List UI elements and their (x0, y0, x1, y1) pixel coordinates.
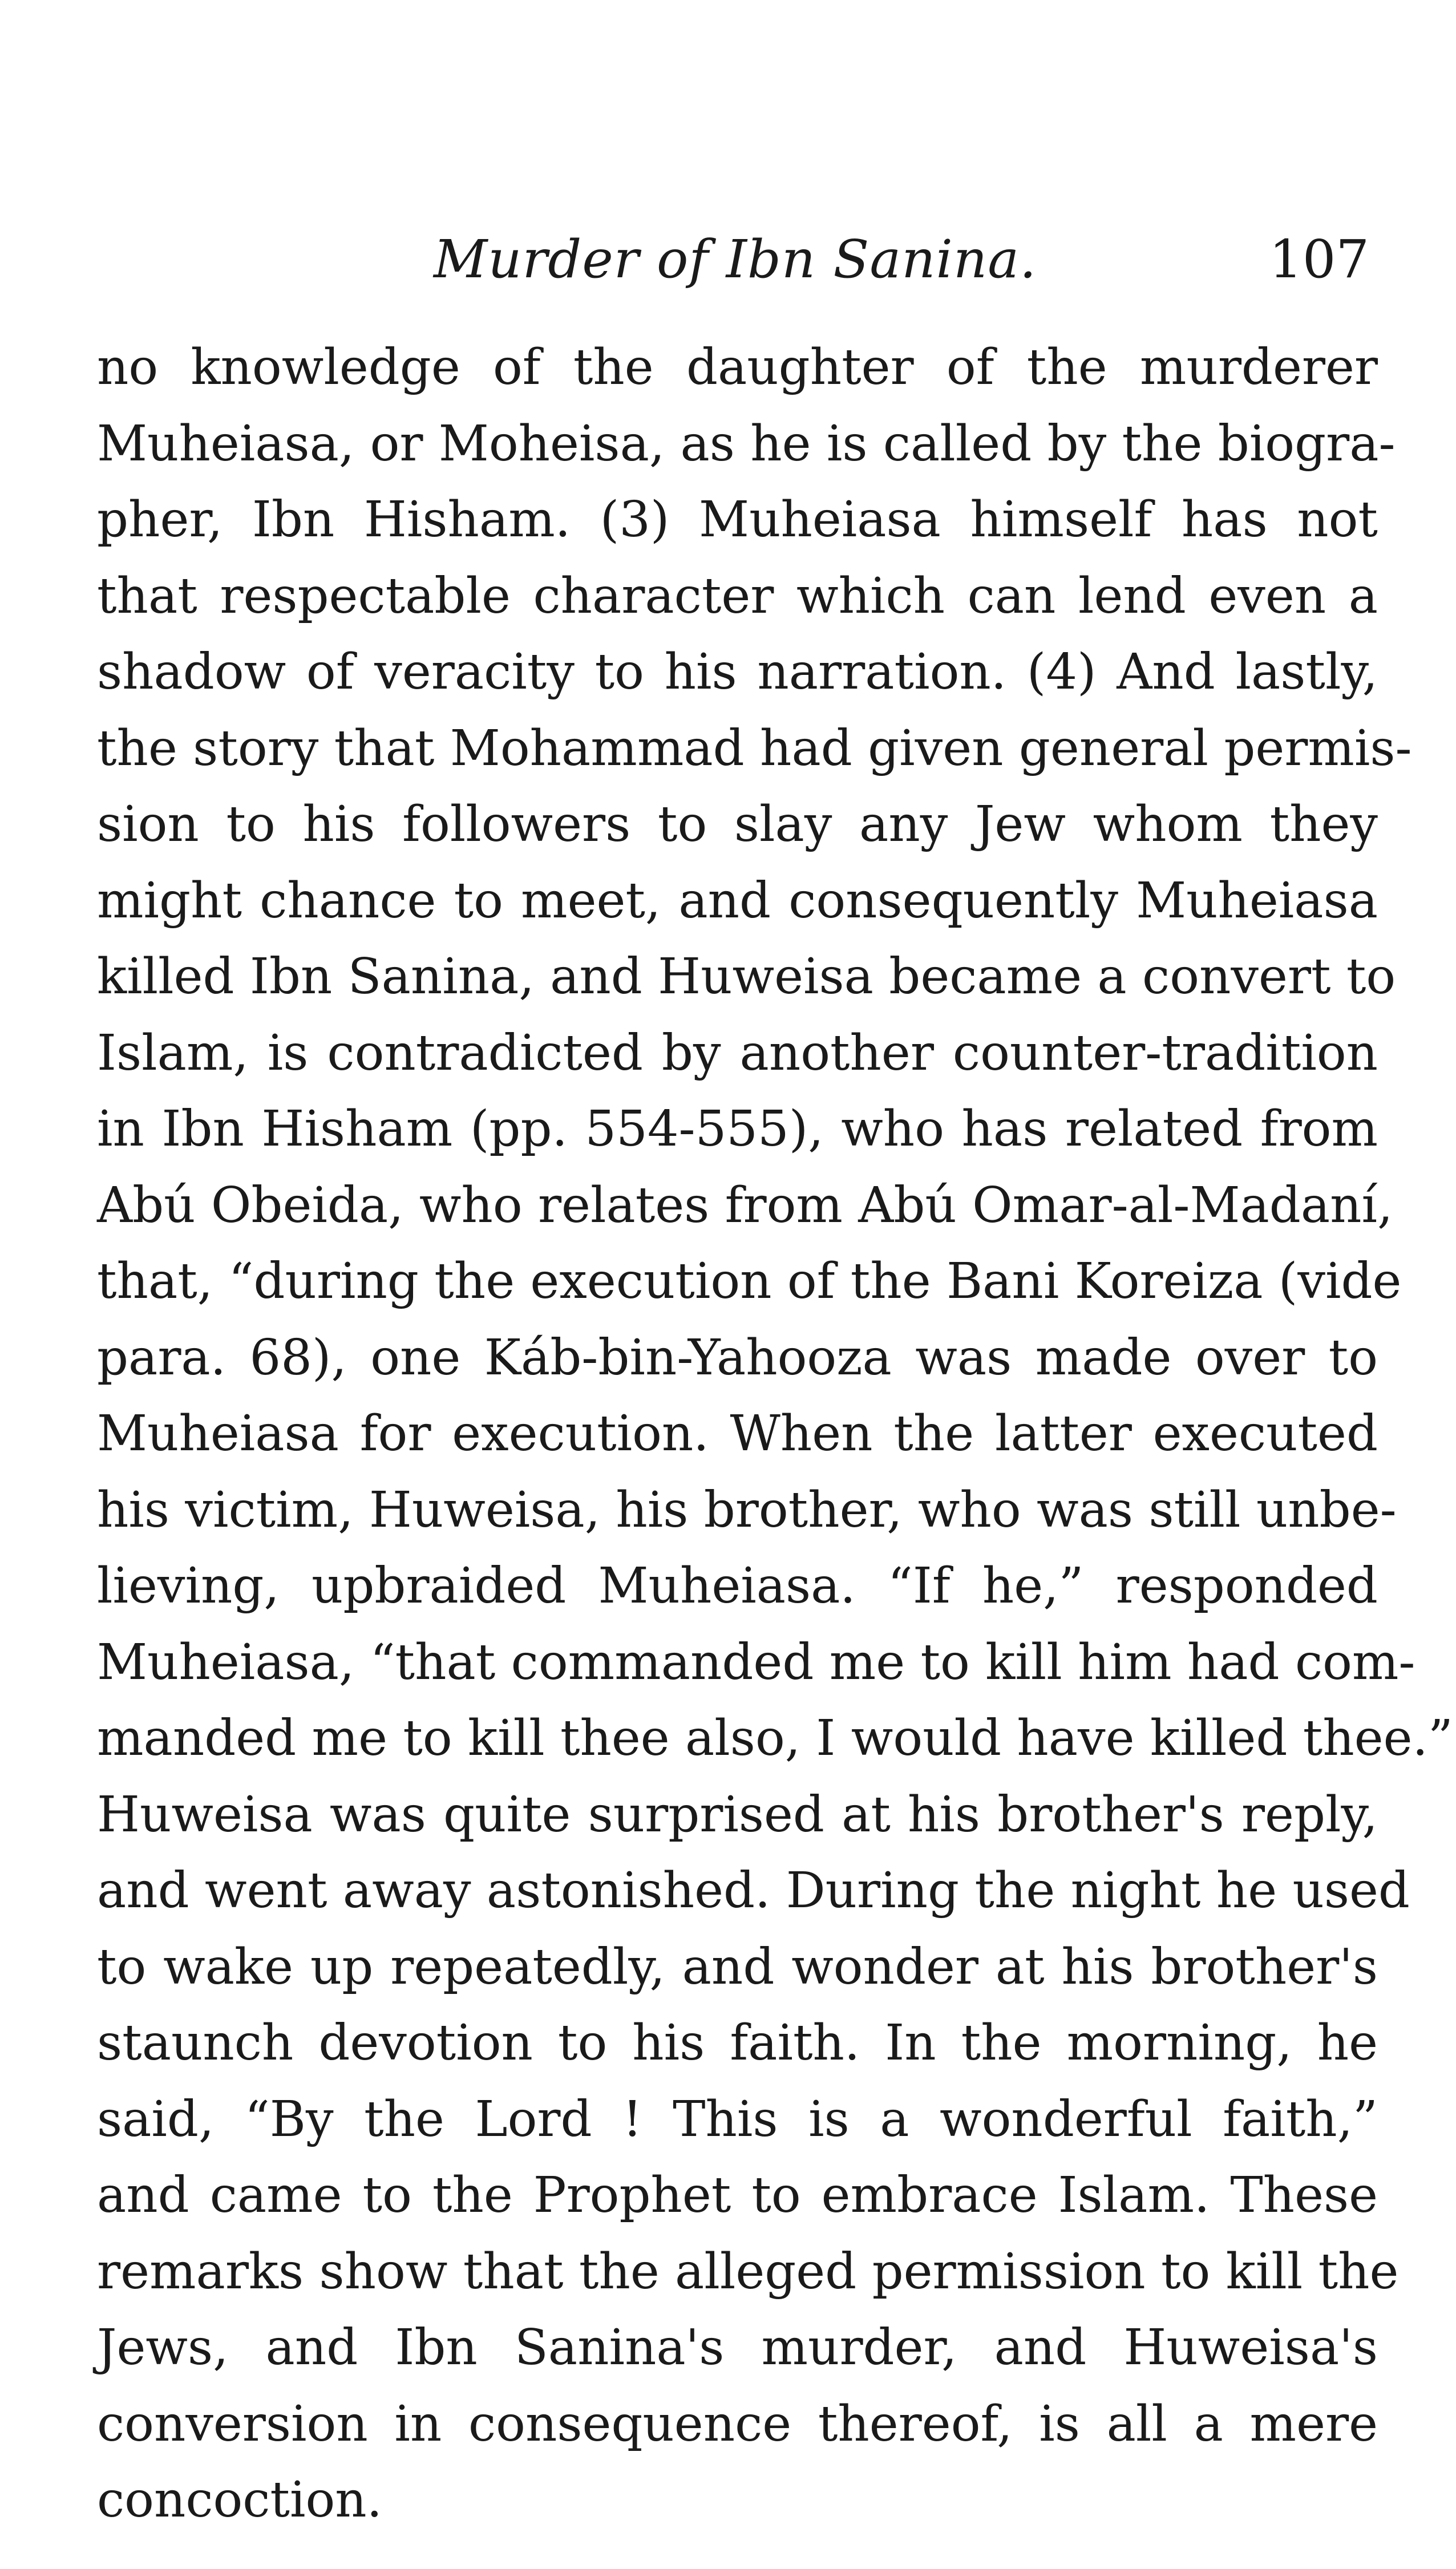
text-line: para. 68), one Káb-bin-Yahooza was made over to (97, 1329, 1378, 1386)
text-line: remarks show that the alleged permission to kill the (97, 2243, 1399, 2300)
running-head (97, 225, 1369, 294)
text-line: sion to his followers to slay any Jew whom they (97, 796, 1378, 853)
page-number: 107 (1269, 229, 1369, 290)
body-paragraph (97, 330, 1453, 2539)
text-line: Huweisa was quite surprised at his brother's reply, (97, 1786, 1378, 1843)
text-line: said, “By the Lord ! This is a wonderful faith,” (97, 2090, 1378, 2148)
text-line: concoction. (97, 2471, 383, 2528)
text-line: the story that Mohammad had given general permis- (97, 719, 1412, 777)
text-line: killed Ibn Sanina, and Huweisa became a convert to (97, 948, 1396, 1005)
text-line: conversion in consequence thereof, is all a mere (97, 2395, 1378, 2453)
chapter-title: Murder of Ibn Sanina. (434, 229, 1037, 290)
text-line: Jews, and Ibn Sanina's murder, and Huweisa's (97, 2319, 1378, 2376)
text-line: that respectable character which can lend even a (97, 567, 1378, 625)
text-line: shadow of veracity to his narration. (4) And lastly, (97, 644, 1378, 701)
text-line: staunch devotion to his faith. In the morning, he (97, 2014, 1378, 2072)
text-line: in Ibn Hisham (pp. 554-555), who has related from (97, 1101, 1378, 1158)
text-line: manded me to kill thee also, I would have killed thee.” (97, 1710, 1453, 1767)
text-line: that, “during the execution of the Bani Koreiza (vide (97, 1253, 1402, 1310)
text-line: Muheiasa, or Moheisa, as he is called by the biogra- (97, 415, 1396, 472)
text-line: no knowledge of the daughter of the murderer (97, 339, 1378, 396)
text-line: his victim, Huweisa, his brother, who was still unbe- (97, 1481, 1397, 1539)
text-line: Abú Obeida, who relates from Abú Omar-al-Madaní, (97, 1176, 1393, 1234)
text-line: and came to the Prophet to embrace Islam. These (97, 2167, 1378, 2224)
text-line: Muheiasa for execution. When the latter executed (97, 1405, 1378, 1462)
text-line: Islam, is contradicted by another counter-tradition (97, 1024, 1378, 1082)
text-line: Muheiasa, “that commanded me to kill him had com- (97, 1633, 1415, 1691)
text-line: pher, Ibn Hisham. (3) Muheiasa himself has not (97, 491, 1378, 548)
text-line: lieving, upbraided Muheiasa. “If he,” responded (97, 1557, 1378, 1615)
text-line: might chance to meet, and consequently Muheiasa (97, 872, 1378, 929)
text-line: and went away astonished. During the night he used (97, 1862, 1410, 1919)
text-line: to wake up repeatedly, and wonder at his brother's (97, 1938, 1378, 1996)
